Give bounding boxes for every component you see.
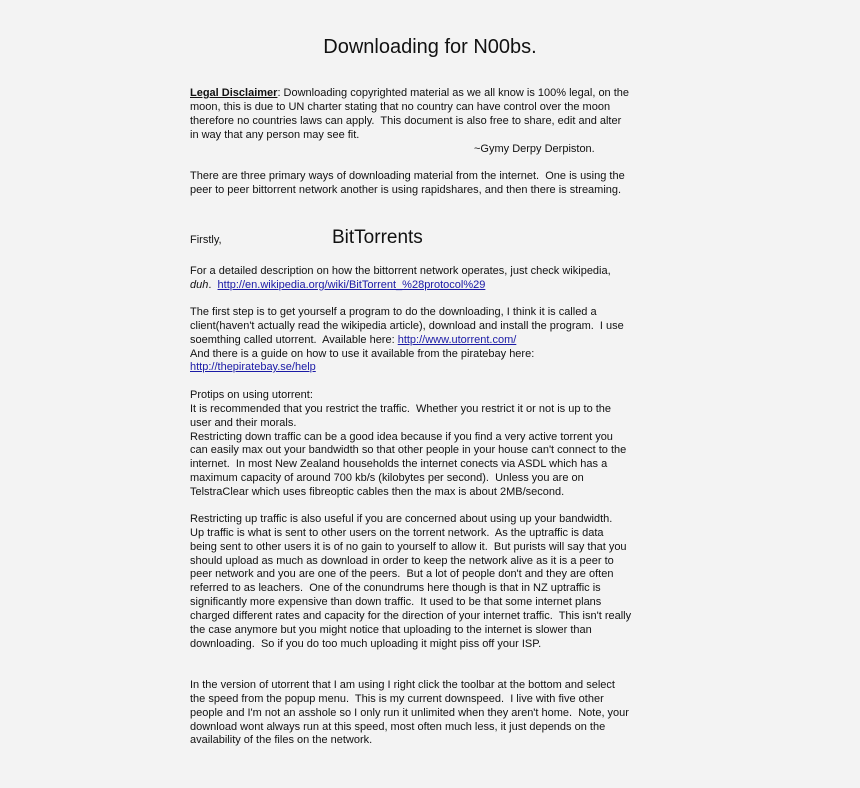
text-line <box>190 472 626 486</box>
text-line <box>190 721 629 735</box>
text-segment: For a detailed description on how the bittorrent network operates, just check wikipedia, <box>190 265 611 277</box>
text-segment: significantly more expensive than down traffic. It used to be that some internet plans <box>190 596 602 609</box>
text-line <box>190 361 624 375</box>
text-segment: should upload as much as download in order to keep the network alive as it is a peer to <box>190 554 614 567</box>
text-line <box>190 444 626 458</box>
text-segment: moon, this is due to UN charter stating that no country can have control over the moon <box>190 100 611 113</box>
text-segment: maximum capacity of around 700 kb/s (kilobytes per second). Unless you are on <box>190 472 584 485</box>
text-segment: client(haven't actually read the wikipedia article), download and install the program. I use <box>190 319 624 332</box>
text-segment: . <box>208 278 218 291</box>
text-segment: user and their morals. <box>190 416 297 429</box>
text-segment: It is recommended that you restrict the traffic. Whether you restrict it or not is up to the <box>190 402 612 415</box>
text-line <box>190 320 624 334</box>
text-line <box>190 306 624 320</box>
text-line <box>190 513 631 527</box>
text-segment: Restricting down traffic can be a good idea because if you find a very active torrent you <box>190 430 613 443</box>
text-segment: Up traffic is what is sent to other users on the torrent network. As the uptraffic is data <box>190 526 604 539</box>
text-segment: the speed from the popup menu. This is my current downspeed. I live with five other <box>190 692 604 705</box>
text-line <box>190 101 629 115</box>
text-segment: people and I'm not an asshole so I only run it unlimited when they aren't home. Note, your <box>190 706 629 719</box>
wikipedia-paragraph <box>190 265 611 293</box>
text-line <box>190 734 629 748</box>
text-segment: There are three primary ways of downloading material from the internet. One is using the <box>190 170 625 182</box>
text-line <box>190 486 626 500</box>
text-segment: availability of the files on the network. <box>190 734 373 747</box>
text-line <box>190 555 631 569</box>
text-segment: soemthing called utorrent. Available here: <box>190 333 398 346</box>
text-line <box>190 679 629 693</box>
text-segment: charged different rates and capacity for the direction of your internet traffic. This isn't really <box>190 609 632 622</box>
text-line <box>190 403 626 417</box>
text-line <box>190 417 626 431</box>
text-line <box>190 596 631 610</box>
text-line <box>190 334 624 348</box>
hyperlink[interactable]: http://www.utorrent.com/ <box>397 333 517 346</box>
text-segment: In the version of utorrent that I am using I right click the toolbar at the bottom and select <box>190 679 615 691</box>
text-line <box>190 184 625 198</box>
protips-paragraph <box>190 389 626 500</box>
text-segment: therefore no countries laws can apply. This document is also free to share, edit and alter <box>190 114 622 127</box>
up-traffic-paragraph <box>190 513 631 651</box>
text-segment: download wont always run at this speed, most often much less, it just depends on the <box>190 720 606 733</box>
text-line <box>190 624 631 638</box>
text-line <box>190 389 626 403</box>
text-segment: Restricting up traffic is also useful if you are concerned about using up your bandwidth. <box>190 513 613 525</box>
text-line <box>190 170 625 184</box>
text-line <box>190 568 631 582</box>
text-line <box>190 265 611 279</box>
legal-disclaimer-paragraph <box>190 87 629 142</box>
text-segment: And there is a guide on how to use it available from the piratebay here: <box>190 347 535 360</box>
text-line <box>190 541 631 555</box>
text-segment: peer network and you are one of the peers. But a lot of people don't and they are often <box>190 568 614 581</box>
document-title: Downloading for N00bs. <box>323 36 537 58</box>
text-segment: being sent to other users it is of no gain to yourself to allow it. But purists will say that you <box>190 540 627 553</box>
text-segment: the case anymore but you might notice that uploading to the internet is slower than <box>190 623 592 636</box>
text-line <box>190 115 629 129</box>
text-line <box>190 707 629 721</box>
text-segment: referred to as leachers. One of the conundrums here though is that in NZ uptraffic is <box>190 582 601 595</box>
text-segment: peer to peer bittorrent network another is using rapidshares, and then there is streaming. <box>190 183 622 196</box>
text-segment: in way that any person may see fit. <box>190 128 360 141</box>
text-line <box>190 638 631 652</box>
intro-paragraph <box>190 170 625 198</box>
text-segment: : Downloading copyrighted material as we all know is 100% legal, on the <box>277 87 630 99</box>
text-line <box>190 458 626 472</box>
text-segment: downloading. So if you do too much uploading it might piss off your ISP. <box>190 637 542 650</box>
text-segment: duh <box>190 278 209 291</box>
text-segment: internet. In most New Zealand households the internet conects via ASDL which has a <box>190 458 608 471</box>
text-line <box>190 279 611 293</box>
section-heading: BitTorrents <box>332 227 423 248</box>
text-line <box>190 693 629 707</box>
text-line <box>190 348 624 362</box>
text-line <box>190 87 629 101</box>
signature: ~Gymy Derpy Derpiston. <box>474 143 595 155</box>
text-segment: TelstraClear which uses fibreoptic cables then the max is about 2MB/second. <box>190 485 565 498</box>
utorrent-version-paragraph <box>190 679 629 748</box>
hyperlink[interactable]: http://thepiratebay.se/help <box>190 361 316 374</box>
first-step-paragraph <box>190 306 624 375</box>
text-line <box>190 610 631 624</box>
text-line <box>190 582 631 596</box>
text-segment: can easily max out your bandwidth so that other people in your house can't connect to the <box>190 444 627 457</box>
text-line <box>190 129 629 143</box>
text-segment: Protips on using utorrent: <box>190 389 313 401</box>
disclaimer-label: Legal Disclaimer <box>190 87 278 99</box>
text-segment: The first step is to get yourself a program to do the downloading, I think it is called a <box>190 306 597 318</box>
text-line <box>190 431 626 445</box>
hyperlink[interactable]: http://en.wikipedia.org/wiki/BitTorrent_%28protocol%29 <box>217 278 486 291</box>
section-prefix: Firstly, <box>190 234 222 246</box>
text-line <box>190 527 631 541</box>
